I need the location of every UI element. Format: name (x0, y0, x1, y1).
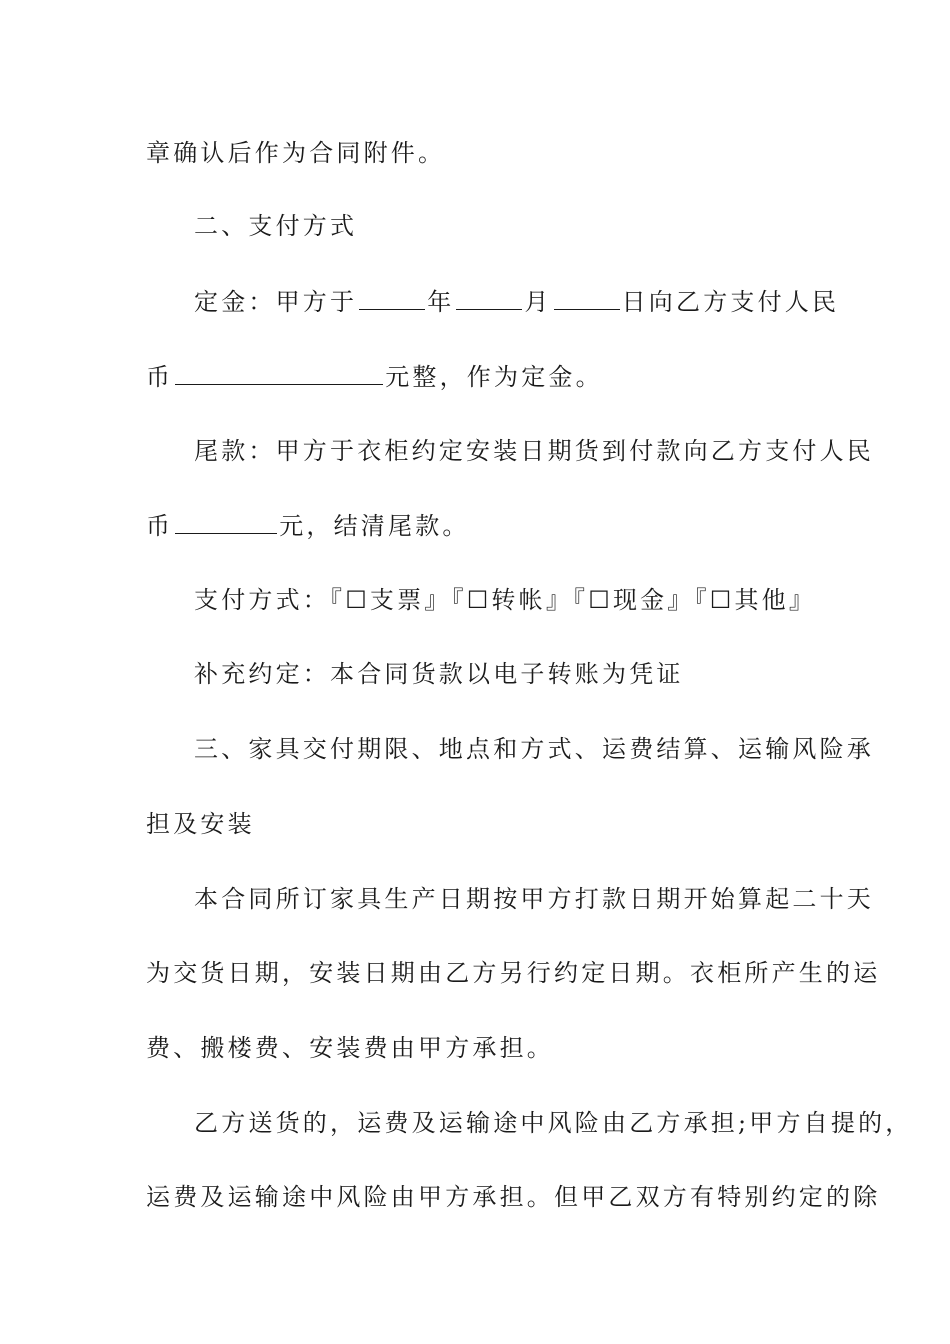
balance-amount-blank (175, 511, 277, 534)
deposit-amount-blank (175, 362, 383, 385)
delivery-paragraph-l1: 本合同所订家具生产日期按甲方打款日期开始算起二十天 (194, 885, 874, 913)
section-heading-delivery-l1: 三、家具交付期限、地点和方式、运费结算、运输风险承 (194, 735, 874, 763)
balance-line-2 (146, 511, 470, 541)
payment-methods: 支付方式：『☐支票』『☐转帐』『☐现金』『☐其他』 (194, 586, 817, 614)
deposit-line-1 (194, 287, 839, 317)
year-blank (359, 287, 425, 310)
deposit-text-b: 年 (427, 288, 455, 316)
section-heading-payment: 二、支付方式 (194, 212, 358, 240)
deposit-text-d: 日向乙方支付人民 (621, 288, 840, 316)
section-heading-delivery-l2: 担及安装 (146, 810, 255, 838)
risk-paragraph-l1: 乙方送货的，运费及运输途中风险由乙方承担;甲方自提的， (194, 1109, 913, 1137)
supplementary-agreement: 补充约定：本合同货款以电子转账为凭证 (194, 660, 684, 688)
day-blank (554, 287, 620, 310)
deposit-text-c: 月 (524, 288, 552, 316)
month-blank (456, 287, 522, 310)
deposit-text-f: 元整，作为定金。 (385, 363, 603, 391)
delivery-paragraph-l2: 为交货日期，安装日期由乙方另行约定日期。衣柜所产生的运 (146, 959, 881, 987)
balance-text-b: 币 (146, 512, 174, 540)
paragraph-continuation: 章确认后作为合同附件。 (146, 139, 446, 167)
deposit-text-a: 定金：甲方于 (194, 288, 358, 316)
risk-paragraph-l2: 运费及运输途中风险由甲方承担。但甲乙双方有特别约定的除 (146, 1183, 881, 1211)
deposit-line-2 (146, 362, 603, 392)
balance-line-1: 尾款：甲方于衣柜约定安装日期货到付款向乙方支付人民 (194, 437, 874, 465)
delivery-paragraph-l3: 费、搬楼费、安装费由甲方承担。 (146, 1034, 554, 1062)
deposit-text-e: 币 (146, 363, 174, 391)
balance-text-c: 元，结清尾款。 (279, 512, 470, 540)
